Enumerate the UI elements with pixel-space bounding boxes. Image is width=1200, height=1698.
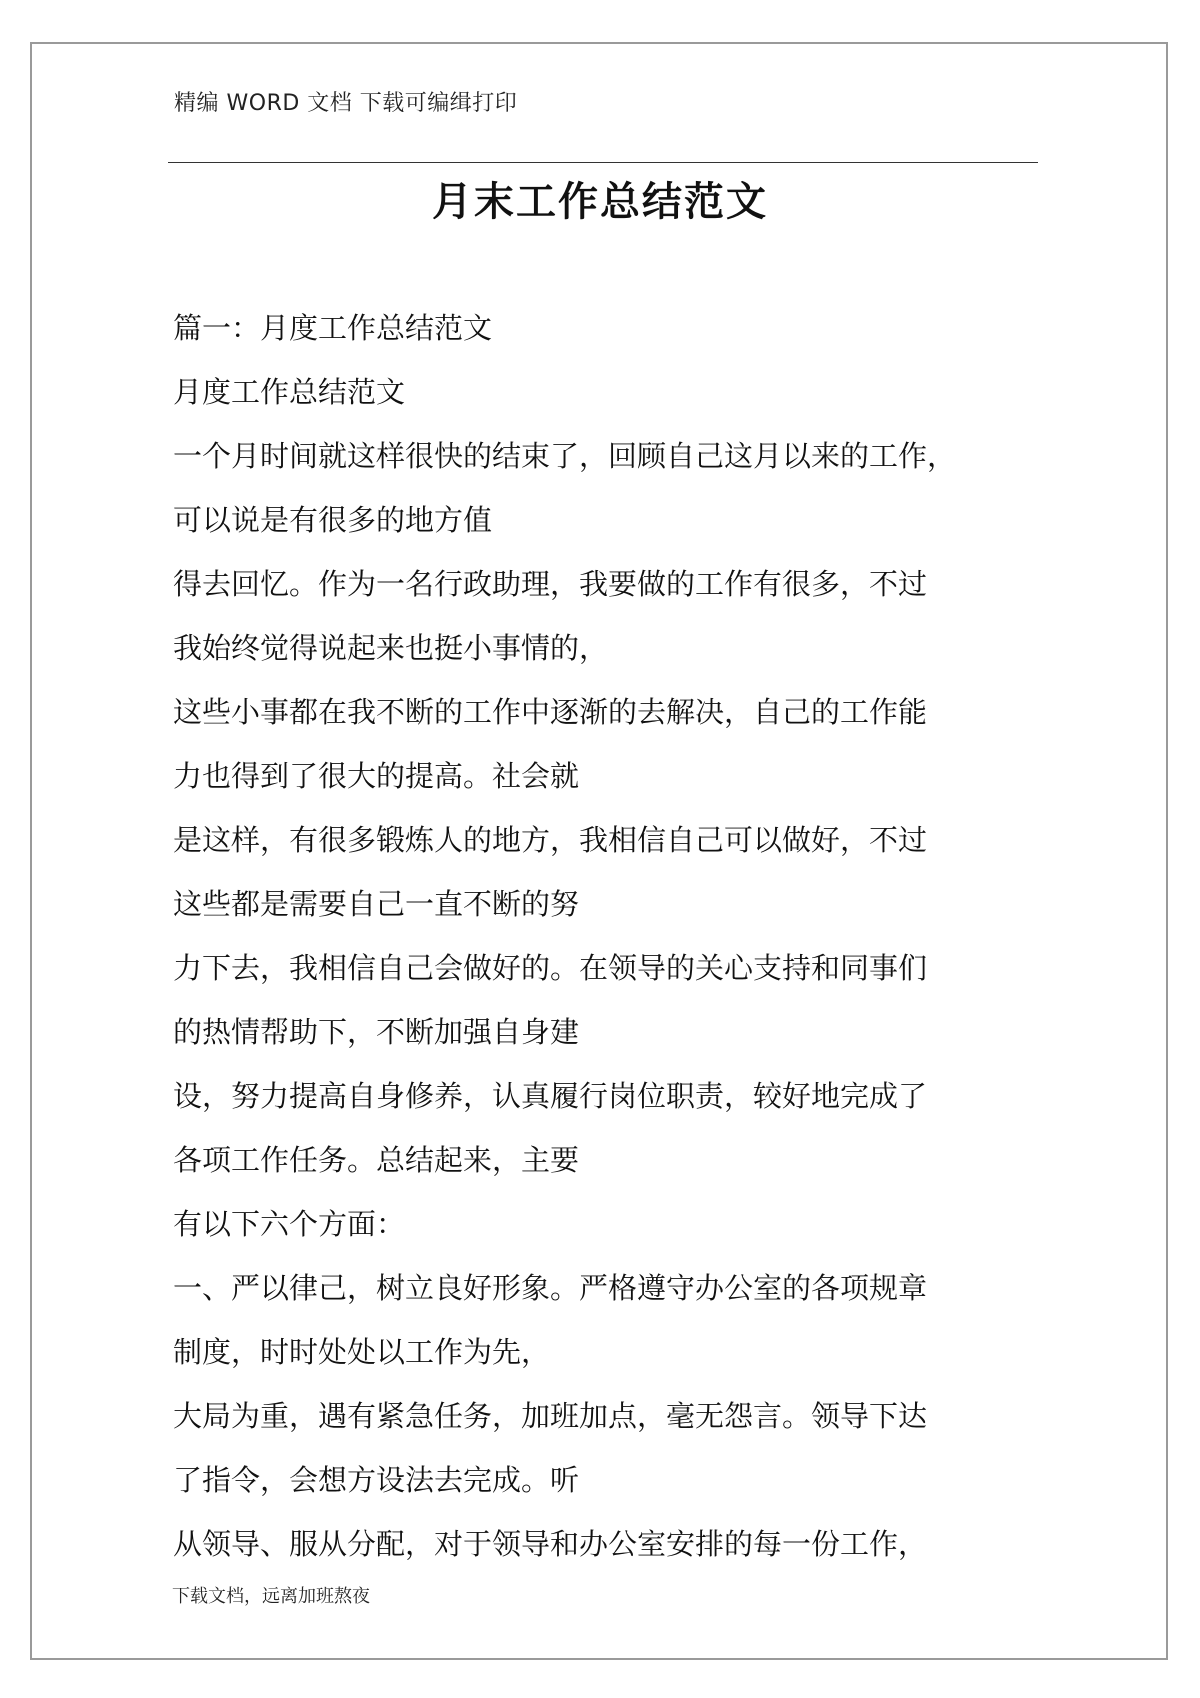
body-line: 各项工作任务。总结起来，主要 — [173, 1143, 580, 1177]
body-line: 得去回忆。作为一名行政助理，我要做的工作有很多，不过 — [173, 567, 928, 601]
document-title: 月末工作总结范文 — [432, 178, 768, 225]
body-line: 制度，时时处处以工作为先， — [173, 1335, 551, 1369]
body-line: 可以说是有很多的地方值 — [173, 503, 493, 537]
body-line: 我始终觉得说起来也挺小事情的， — [173, 631, 609, 665]
body-line: 篇一：月度工作总结范文 — [173, 311, 493, 345]
body-line: 一个月时间就这样很快的结束了，回顾自己这月以来的工作， — [173, 439, 957, 473]
page-header: 精编 WORD 文档 下载可编缉打印 — [174, 91, 518, 116]
body-line: 力下去，我相信自己会做好的。在领导的关心支持和同事们 — [173, 951, 928, 985]
header-divider — [168, 162, 1038, 163]
body-line: 了指令，会想方设法去完成。听 — [173, 1463, 580, 1497]
body-line: 一、严以律己，树立良好形象。严格遵守办公室的各项规章 — [173, 1271, 928, 1305]
body-line: 这些小事都在我不断的工作中逐渐的去解决，自己的工作能 — [173, 695, 928, 729]
body-line: 这些都是需要自己一直不断的努 — [173, 887, 580, 921]
body-line: 从领导、服从分配，对于领导和办公室安排的每一份工作， — [173, 1527, 928, 1561]
body-line: 有以下六个方面： — [173, 1207, 406, 1241]
body-line: 设，努力提高自身修养，认真履行岗位职责，较好地完成了 — [173, 1079, 928, 1113]
body-line: 的热情帮助下，不断加强自身建 — [173, 1015, 580, 1049]
body-line: 力也得到了很大的提高。社会就 — [173, 759, 580, 793]
body-line: 大局为重，遇有紧急任务，加班加点，毫无怨言。领导下达 — [173, 1399, 928, 1433]
document-body — [173, 296, 1043, 1576]
page-footer: 下载文档，远离加班熬夜 — [172, 1586, 370, 1607]
body-line: 月度工作总结范文 — [173, 375, 406, 409]
body-line: 是这样，有很多锻炼人的地方，我相信自己可以做好，不过 — [173, 823, 928, 857]
